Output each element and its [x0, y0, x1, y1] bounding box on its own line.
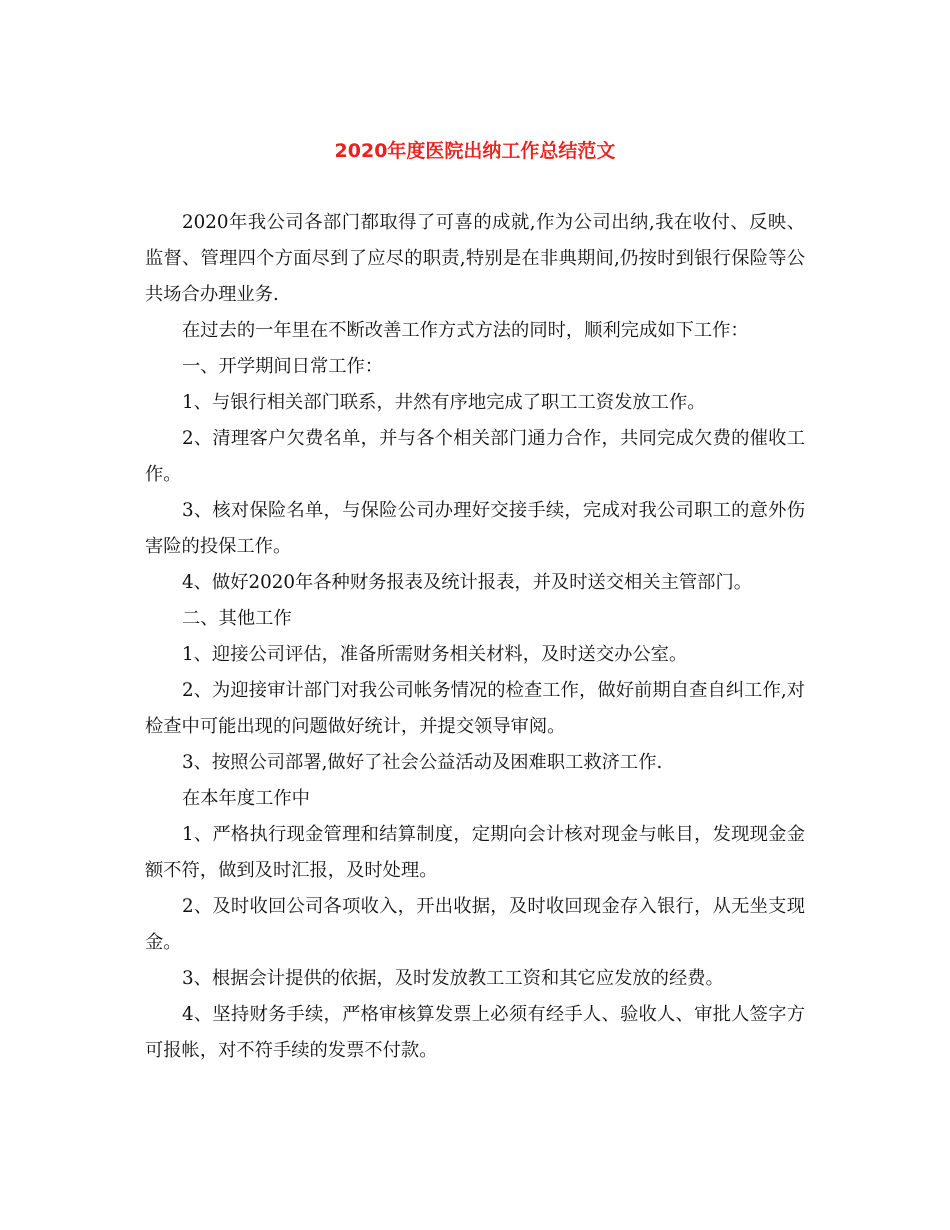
section-heading-daily-work: 一、开学期间日常工作：	[182, 356, 384, 377]
section-heading-annual-work: 在本年度工作中	[182, 788, 310, 809]
paragraph-summary-lead: 在过去的一年里在不断改善工作方式方法的同时，顺利完成如下工作：	[182, 320, 749, 341]
document-body	[145, 205, 805, 1069]
list-item: 3、核对保险名单，与保险公司办理好交接手续，完成对我公司职工的意外伤害险的投保工作。	[145, 500, 805, 557]
paragraph-intro: 2020年我公司各部门都取得了可喜的成就,作为公司出纳,我在收付、反映、监督、管理四个方面尽到了应尽的职责,特别是在非典期间,仍按时到银行保险等公共场合办理业务.	[145, 212, 805, 305]
section-heading-other-work: 二、其他工作	[182, 608, 292, 629]
list-item: 2、及时收回公司各项收入，开出收据，及时收回现金存入银行，从无坐支现金。	[145, 896, 805, 953]
list-item: 1、与银行相关部门联系，井然有序地完成了职工工资发放工作。	[182, 392, 706, 413]
list-item: 3、按照公司部署,做好了社会公益活动及困难职工救济工作.	[182, 752, 663, 773]
list-item: 2、为迎接审计部门对我公司帐务情况的检查工作，做好前期自查自纠工作,对检查中可能出现的问题做好统计，并提交领导审阅。	[145, 680, 805, 737]
document-title: 2020年度医院出纳工作总结范文	[334, 140, 616, 162]
list-item: 2、清理客户欠费名单，并与各个相关部门通力合作，共同完成欠费的催收工作。	[145, 428, 805, 485]
list-item: 1、迎接公司评估，准备所需财务相关材料，及时送交办公室。	[182, 644, 688, 665]
list-item: 4、做好2020年各种财务报表及统计报表，并及时送交相关主管部门。	[182, 572, 753, 593]
list-item: 4、坚持财务手续，严格审核算发票上必须有经手人、验收人、审批人签字方可报帐，对不符手续的发票不付款。	[145, 1004, 805, 1061]
list-item: 3、根据会计提供的依据，及时发放教工工资和其它应发放的经费。	[182, 968, 724, 989]
list-item: 1、严格执行现金管理和结算制度，定期向会计核对现金与帐目，发现现金金额不符，做到及时汇报，及时处理。	[145, 824, 805, 881]
